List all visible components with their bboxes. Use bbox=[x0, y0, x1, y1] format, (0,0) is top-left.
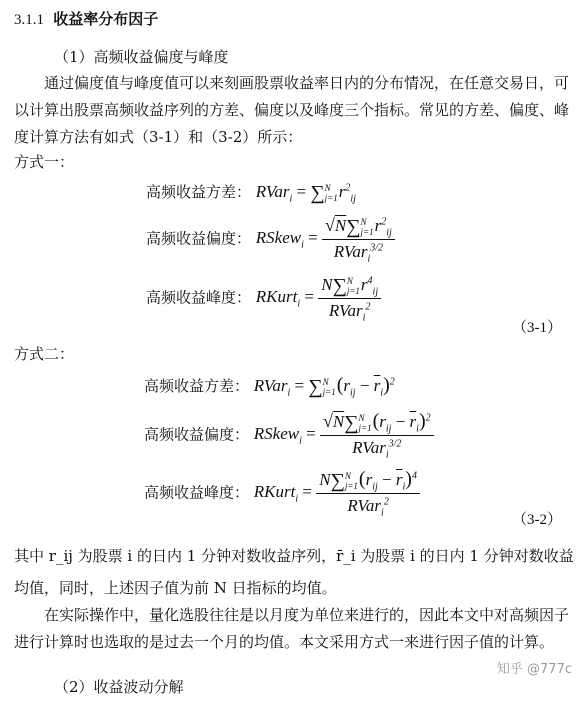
subheading-volatility-decomposition: （2）收益波动分解 bbox=[54, 678, 184, 696]
eq1-variance: 高频收益方差： RVar$_i$ = ∑ N j=1 $r^2_{ij}$ bbox=[146, 182, 356, 205]
definition-paragraph: 其中 r_ij 为股票 i 的日内 1 分钟对数收益序列，r̄_i 为股票 i 的日内 1 分钟对数收益均值，同时，上述因子值为前 N 日指标的均值。 bbox=[14, 547, 574, 597]
practice-paragraph bbox=[14, 602, 574, 656]
section-heading bbox=[14, 8, 158, 29]
skewness-label-2: 高频收益偏度： bbox=[144, 425, 250, 444]
section-number: 3.1.1 bbox=[14, 12, 44, 28]
eq1-skewness: 高频收益偏度： RSkew$_i$ = √N∑ N j=1 $r^2_{ij}$ RVar$_i^{3/2}$ bbox=[146, 214, 395, 262]
method-1-label: 方式一： bbox=[14, 153, 75, 171]
eq2-variance: 高频收益方差： RVar$_i$ = ∑ N j=1 $(r_{ij} - \overline{r}_i)^2$ bbox=[144, 374, 395, 399]
equation-number-3-2: （3-2） bbox=[512, 512, 562, 528]
practice-text: 在实际操作中，量化选股往往是以月度为单位来进行的，因此本文中对高频因子进行计算时也选取的是过去一个月的均值。本文采用方式一来进行因子值的计算。 bbox=[14, 606, 570, 651]
eq2-kurtosis: 高频收益峰度： RKurt$_i$ = N∑ N j=1 $(r_{ij} - \overline{r}_i)^4$ RVar$_i^2$ bbox=[144, 468, 420, 516]
kurtosis-label-2: 高频收益峰度： bbox=[144, 483, 250, 502]
equation-number-3-1: （3-1） bbox=[512, 320, 562, 336]
intro-text: 通过偏度值与峰度值可以来刻画股票收益率日内的分布情况，在任意交易日，可以计算出股票高频收益序列的方差、偏度以及峰度三个指标。常见的方差、偏度、峰度计算方法有如式（3-1）和（3-2）所示： bbox=[14, 74, 570, 146]
eq1-kurtosis: 高频收益峰度： RKurt$_i$ = N∑ N j=1 $r^4_{ij}$ RVar$_i^2$ bbox=[146, 273, 381, 321]
variance-label: 高频收益方差： bbox=[146, 183, 252, 201]
watermark: 知乎 @777c bbox=[496, 662, 572, 677]
variance-label-2: 高频收益方差： bbox=[144, 377, 250, 395]
kurtosis-label: 高频收益峰度： bbox=[146, 288, 252, 307]
skewness-label: 高频收益偏度： bbox=[146, 229, 252, 248]
subheading-skew-kurt: （1）高频收益偏度与峰度 bbox=[54, 48, 229, 66]
intro-paragraph bbox=[14, 70, 574, 151]
eq2-skewness: 高频收益偏度： RSkew$_i$ = √N∑ N j=1 $(r_{ij} - \overline{r}_i)^2$ RVar$_i^{3/2}$ bbox=[144, 410, 434, 458]
section-title: 收益率分布因子 bbox=[53, 10, 159, 28]
method-2-label: 方式二： bbox=[14, 345, 75, 363]
